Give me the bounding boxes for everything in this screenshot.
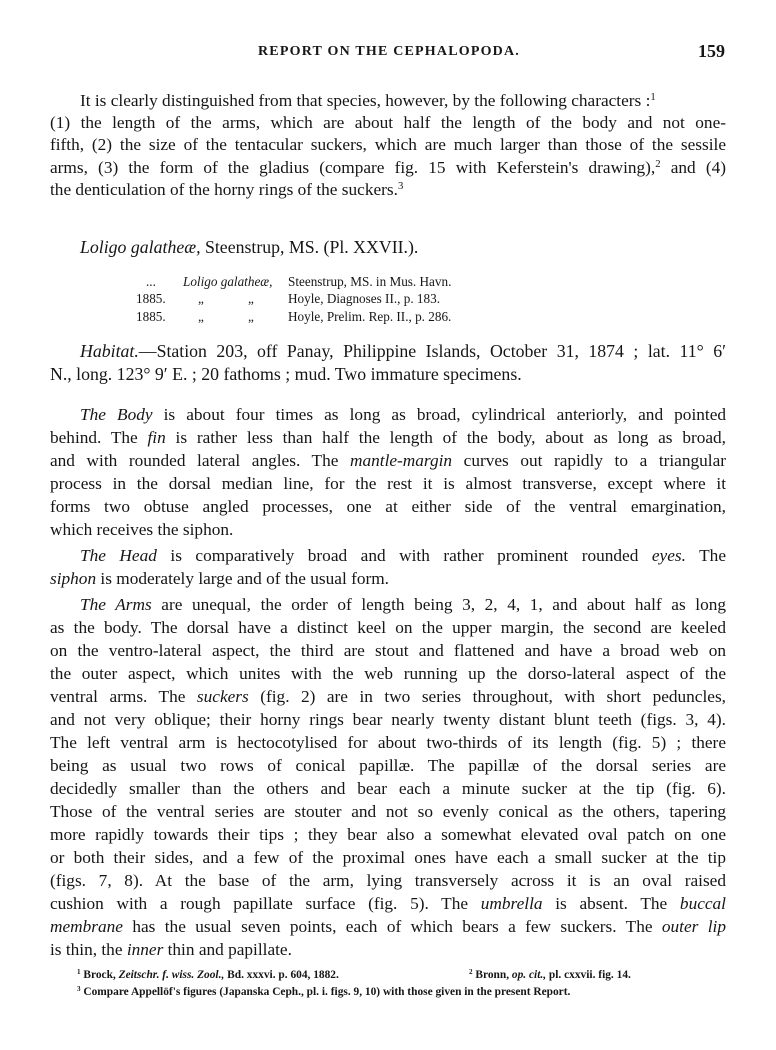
text-line: arms, (3) the form of the gladius (compare fig. 15 with Keferstein's drawing),$^2$ and (4) — [50, 158, 726, 177]
text-line: fifth, (2) the size of the tentacular suckers, which are much larger than those of the sessile — [50, 135, 726, 154]
footnote-1: $^1$ Brock, Zeitschr. f. wiss. Zool., Bd. xxxvi. p. 604, 1882. — [77, 968, 339, 981]
ditto-mark: „ — [198, 291, 204, 306]
text-line: It is clearly distinguished from that species, however, by the following characters :$^1$ — [80, 91, 656, 110]
text-line: Habitat.—Station 203, off Panay, Philippine Islands, October 31, 1874 ; lat. 11° 6′ — [80, 341, 726, 361]
text-line: or both their sides, and a few of the proximal ones have each a small sucker at the tip — [50, 848, 726, 867]
footnote-ref[interactable]: 3 — [397, 180, 404, 193]
text-line: and with rounded lateral angles. The mantle-margin curves out rapidly to a triangular — [50, 451, 726, 470]
text-line: behind. The fin is rather less than half the length of the body, about as long as broad, — [50, 428, 726, 447]
text-line: The left ventral arm is hectocotylised for about two-thirds of its length (fig. 5) ; there — [50, 733, 726, 752]
running-title: REPORT ON THE CEPHALOPODA. — [258, 44, 520, 59]
synonymy-ref: Steenstrup, MS. in Mus. Havn. — [288, 274, 452, 289]
habitat-label: Habitat. — [80, 341, 139, 361]
text-line: process in the dorsal median line, for the rest it is almost transverse, except where it — [50, 474, 726, 493]
page-number: 159 — [698, 41, 725, 61]
text-line: as the body. The dorsal have a distinct keel on the upper margin, the second are keeled — [50, 618, 726, 637]
text-line: membrane has the usual seven points, each of which bears a few suckers. The outer lip — [50, 917, 726, 936]
synonymy-name: Loligo galatheæ, — [183, 274, 273, 289]
text-line: (figs. 7, 8). At the base of the arm, lying transversely across it is an oval raised — [50, 871, 726, 890]
synonymy-ref: Hoyle, Prelim. Rep. II., p. 286. — [288, 309, 452, 324]
ditto-mark: „ — [198, 309, 204, 324]
text-line: N., long. 123° 9′ E. ; 20 fathoms ; mud. Two immature specimens. — [50, 364, 522, 384]
footnote-ref[interactable]: 2 — [655, 158, 661, 171]
text-line: ventral arms. The suckers (fig. 2) are in two series throughout, with short peduncles, — [50, 687, 726, 706]
text-line: the outer aspect, which unites with the web running up the dorso-lateral aspect of the — [50, 664, 726, 683]
footnote-2: $^2$ Bronn, op. cit., pl. cxxvii. fig. 14. — [469, 968, 631, 981]
synonymy-year: ... — [146, 274, 156, 289]
ditto-mark: „ — [248, 291, 254, 306]
ditto-mark: „ — [248, 309, 254, 324]
text-line: the denticulation of the horny rings of the suckers.$^3$ — [50, 180, 404, 199]
text-line: which receives the siphon. — [50, 520, 234, 539]
text-line: The Body is about four times as long as broad, cylindrical anteriorly, and pointed — [80, 405, 727, 424]
synonymy-ref: Hoyle, Diagnoses II., p. 183. — [288, 291, 440, 306]
species-authority: Steenstrup, MS. (Pl. XXVII.). — [200, 237, 419, 257]
synonymy-year: 1885. — [136, 291, 166, 306]
text-line: The Head is comparatively broad and with rather prominent rounded eyes. The — [80, 546, 726, 565]
footnote-ref[interactable]: 1 — [650, 91, 656, 104]
text-line: more rapidly towards their tips ; they bear also a somewhat elevated oval patch on one — [50, 825, 726, 844]
text-line: cushion with a rough papillate surface (fig. 5). The umbrella is absent. The buccal — [50, 894, 726, 913]
text-line: is thin, the inner thin and papillate. — [50, 940, 292, 959]
footnote-3: $^3$ Compare Appellöf's figures (Japanska Ceph., pl. i. figs. 9, 10) with those given in the present Report. — [77, 985, 571, 998]
text-line: being as usual two rows of conical papillæ. The papillæ of the dorsal series are — [50, 756, 726, 775]
text-line: decidedly smaller than the others and bear each a minute sucker at the tip (fig. 6). — [50, 779, 726, 798]
text-line: on the ventro-lateral aspect, the third are stout and flattened and have a broad web on — [50, 641, 726, 660]
text-line: siphon is moderately large and of the usual form. — [50, 569, 389, 588]
text-line: forms two obtuse angled processes, one at either side of the ventral emargination, — [50, 497, 726, 516]
running-header — [0, 41, 776, 64]
text-line: The Arms are unequal, the order of length being 3, 2, 4, 1, and about half as long — [80, 595, 726, 614]
text-line: Those of the ventral series are stouter and not so evenly conical as the others, tapering — [50, 802, 726, 821]
text-line: and not very oblique; their horny rings bear nearly twenty distant blunt teeth (figs. 3, 4). — [50, 710, 726, 729]
species-heading — [80, 236, 418, 258]
species-name: Loligo galatheæ, — [80, 237, 201, 257]
text-line: (1) the length of the arms, which are about half the length of the body and not one- — [50, 113, 726, 132]
synonymy-year: 1885. — [136, 309, 166, 324]
